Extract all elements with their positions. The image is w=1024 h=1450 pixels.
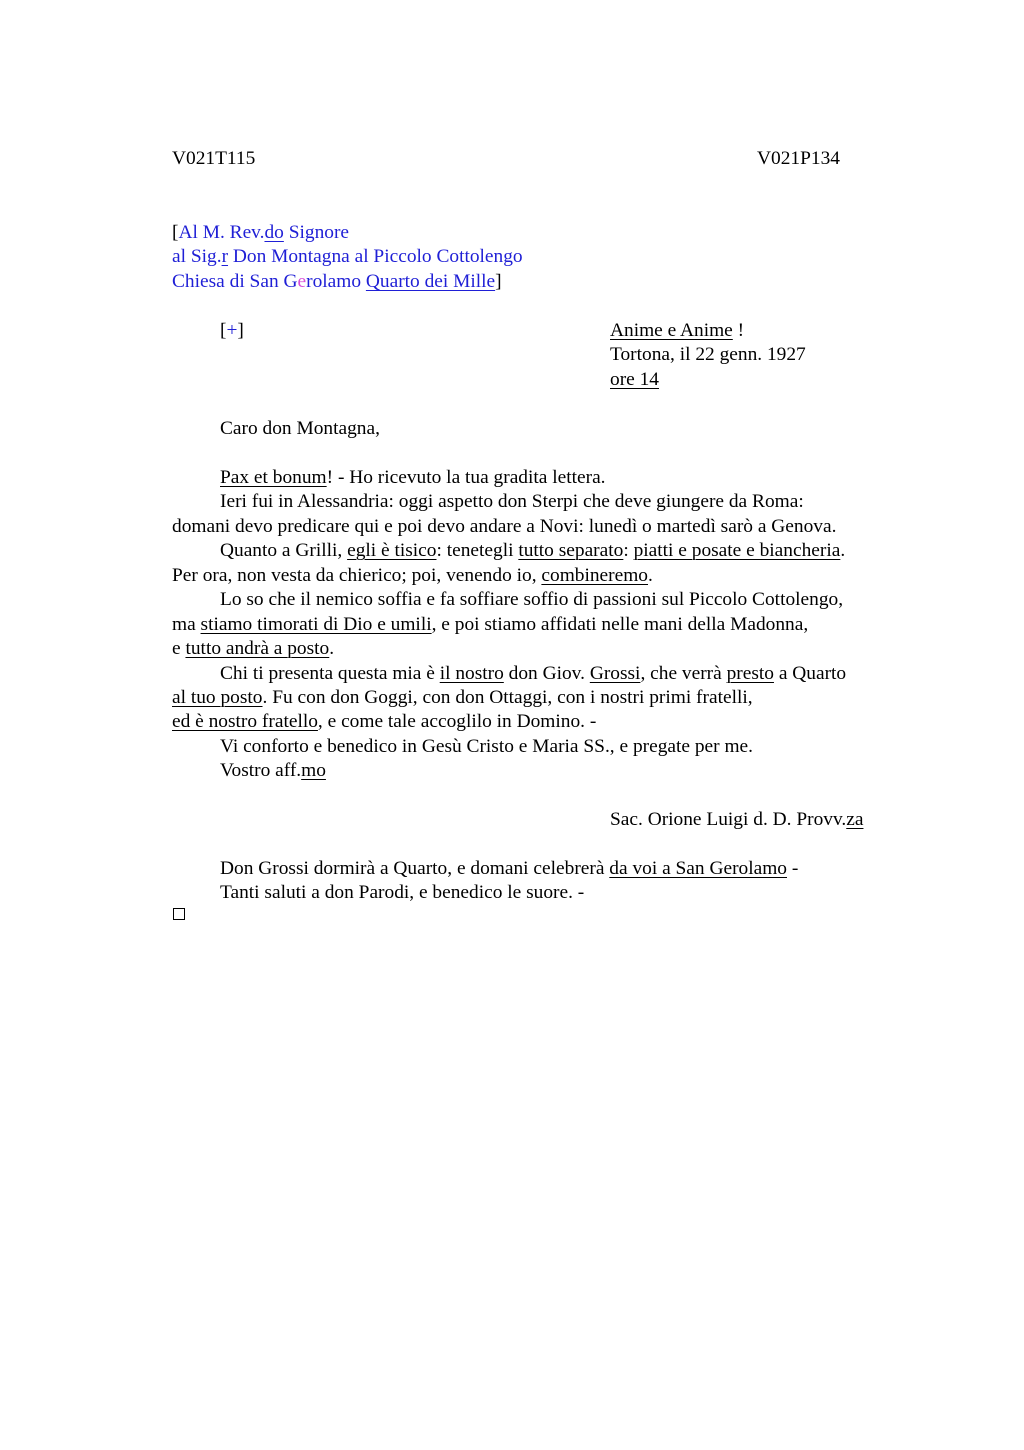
signature: Sac. Orione Luigi d. D. Provv.za — [610, 809, 864, 830]
place-date: Tortona, il 22 genn. 1927 — [610, 344, 806, 365]
postscript-line: Tanti saluti a don Parodi, e benedico le suore. - — [220, 882, 585, 903]
salutation: Caro don Montagna, — [220, 418, 380, 439]
address-line-1: [Al M. Rev.do Signore — [172, 222, 350, 243]
body-line: Chi ti presenta questa mia è il nostro don Giov. Grossi, che verrà presto a Quarto — [220, 663, 847, 684]
motto: Anime e Anime ! — [610, 320, 745, 341]
body-line: Per ora, non vesta da chierico; poi, venendo io, combineremo. — [172, 565, 653, 586]
body-line: Quanto a Grilli, egli è tisico: tenetegli tutto separato: piatti e posate e biancheria. — [220, 540, 846, 561]
document-code-left: V021T115 — [172, 148, 256, 169]
body-line: e tutto andrà a posto. — [172, 638, 335, 659]
time: ore 14 — [610, 369, 659, 390]
document-code-right: V021P134 — [757, 148, 840, 169]
body-line: Lo so che il nemico soffia e fa soffiare soffio di passioni sul Piccolo Cottolengo, — [220, 589, 844, 610]
body-line: ma stiamo timorati di Dio e umili, e poi stiamo affidati nelle mani della Madonna, — [172, 614, 809, 635]
postscript-line: Don Grossi dormirà a Quarto, e domani celebrerà da voi a San Gerolamo - — [220, 858, 799, 879]
end-marker-box — [173, 908, 185, 920]
body-line: ed è nostro fratello, e come tale accoglilo in Domino. - — [172, 711, 597, 732]
body-line: Vi conforto e benedico in Gesù Cristo e Maria SS., e pregate per me. — [220, 736, 753, 757]
body-line: Ieri fui in Alessandria: oggi aspetto don Sterpi che deve giungere da Roma: — [220, 491, 804, 512]
body-line: al tuo posto. Fu con don Goggi, con don Ottaggi, con i nostri primi fratelli, — [172, 687, 753, 708]
address-line-2: al Sig.r Don Montagna al Piccolo Cottolengo — [172, 246, 523, 267]
closing: Vostro aff.mo — [220, 760, 326, 781]
body-line: domani devo predicare qui e poi devo andare a Novi: lunedì o martedì sarò a Genova. — [172, 516, 837, 537]
address-line-3: Chiesa di San Gerolamo Quarto dei Mille] — [172, 271, 502, 292]
body-line: Pax et bonum! - Ho ricevuto la tua gradita lettera. — [220, 467, 606, 488]
cross-mark: [+] — [220, 320, 244, 341]
